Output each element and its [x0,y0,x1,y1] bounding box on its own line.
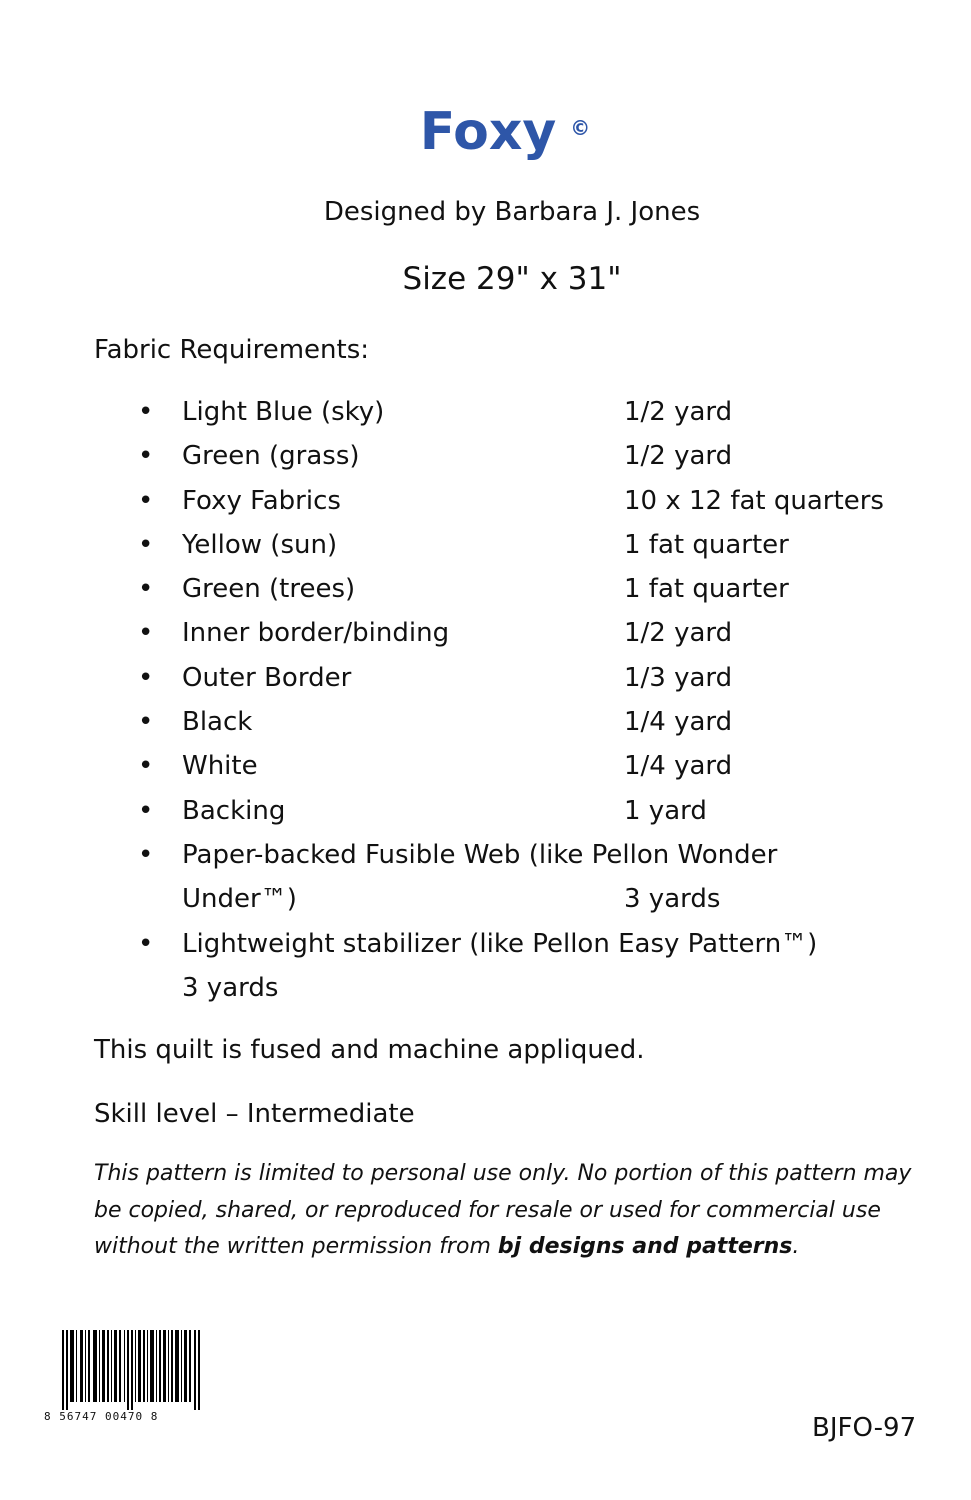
fabric-name: Lightweight stabilizer (like Pellon Easy Pattern™) [182,928,818,959]
fabric-quantity: 1 fat quarter [624,574,789,605]
fabric-quantity: 1 fat quarter [624,529,789,560]
construction-method-note: This quilt is fused and machine appliqued. [94,1035,645,1065]
company-name: bj designs and patterns [497,1234,793,1259]
list-item [0,479,971,523]
list-item [0,523,971,567]
fabric-name: Green (trees) [182,574,356,605]
bullet-icon: • [138,839,154,870]
fabric-name: Yellow (sun) [182,529,338,560]
bullet-icon: • [138,441,154,472]
list-item [0,390,971,434]
list-item [0,833,971,922]
fabric-quantity: 1/2 yard [624,441,733,472]
bullet-icon: • [138,618,154,649]
fabric-quantity: 1/4 yard [624,751,733,782]
fabric-quantity: 10 x 12 fat quarters [624,485,884,516]
fabric-name: Outer Border [182,662,352,693]
copyright-disclaimer [94,1156,924,1266]
barcode-number: 8 56747 00470 8 [44,1410,159,1423]
designer-credit: Designed by Barbara J. Jones [323,197,701,227]
copyright-symbol: © [570,116,591,140]
fabric-name-continued: 3 yards [182,972,279,1003]
fabric-name: Inner border/binding [182,618,450,649]
product-code: BJFO-97 [812,1413,917,1443]
list-item [0,567,971,611]
fabric-quantity: 1 yard [624,795,707,826]
disclaimer-end: . [792,1234,800,1259]
fabric-name: Light Blue (sky) [182,397,385,427]
fabric-name: Black [182,707,253,738]
bullet-icon: • [138,928,154,959]
list-item [0,922,971,1011]
fabric-name: Foxy Fabrics [182,485,341,516]
list-item [0,434,971,478]
quilt-size: Size 29" x 31" [402,261,622,297]
fabric-quantity: 1/4 yard [624,707,733,738]
bullet-icon: • [138,795,154,826]
fabric-quantity: 1/3 yard [624,662,733,693]
fabric-name: Paper-backed Fusible Web (like Pellon Wonder [182,839,778,870]
disclaimer-text: This pattern is limited to personal use only. No portion of this pattern may be copied, shared, or reproduced for resale or used for commercial use without the written permission from [94,1161,912,1259]
fabric-quantity: 1/2 yard [624,397,733,427]
fabric-requirements-heading: Fabric Requirements: [94,335,369,365]
fabric-name: Backing [182,795,286,826]
bullet-icon: • [138,707,154,738]
list-item [0,700,971,744]
list-item [0,656,971,700]
list-item [0,611,971,655]
barcode-icon [62,1330,202,1410]
fabric-name: Green (grass) [182,441,360,472]
fabric-name-continued: Under™) [182,884,297,915]
bullet-icon: • [138,574,154,605]
fabric-name: White [182,751,258,782]
bullet-icon: • [138,397,154,427]
list-item [0,789,971,833]
bullet-icon: • [138,485,154,516]
fabric-list [0,390,971,1010]
page-title [0,96,971,164]
fabric-quantity: 3 yards [624,884,721,915]
bullet-icon: • [138,529,154,560]
skill-level: Skill level – Intermediate [94,1099,415,1129]
fabric-quantity: 1/2 yard [624,618,733,649]
title-text: Foxy [419,102,557,162]
list-item [0,744,971,788]
bullet-icon: • [138,751,154,782]
bullet-icon: • [138,662,154,693]
